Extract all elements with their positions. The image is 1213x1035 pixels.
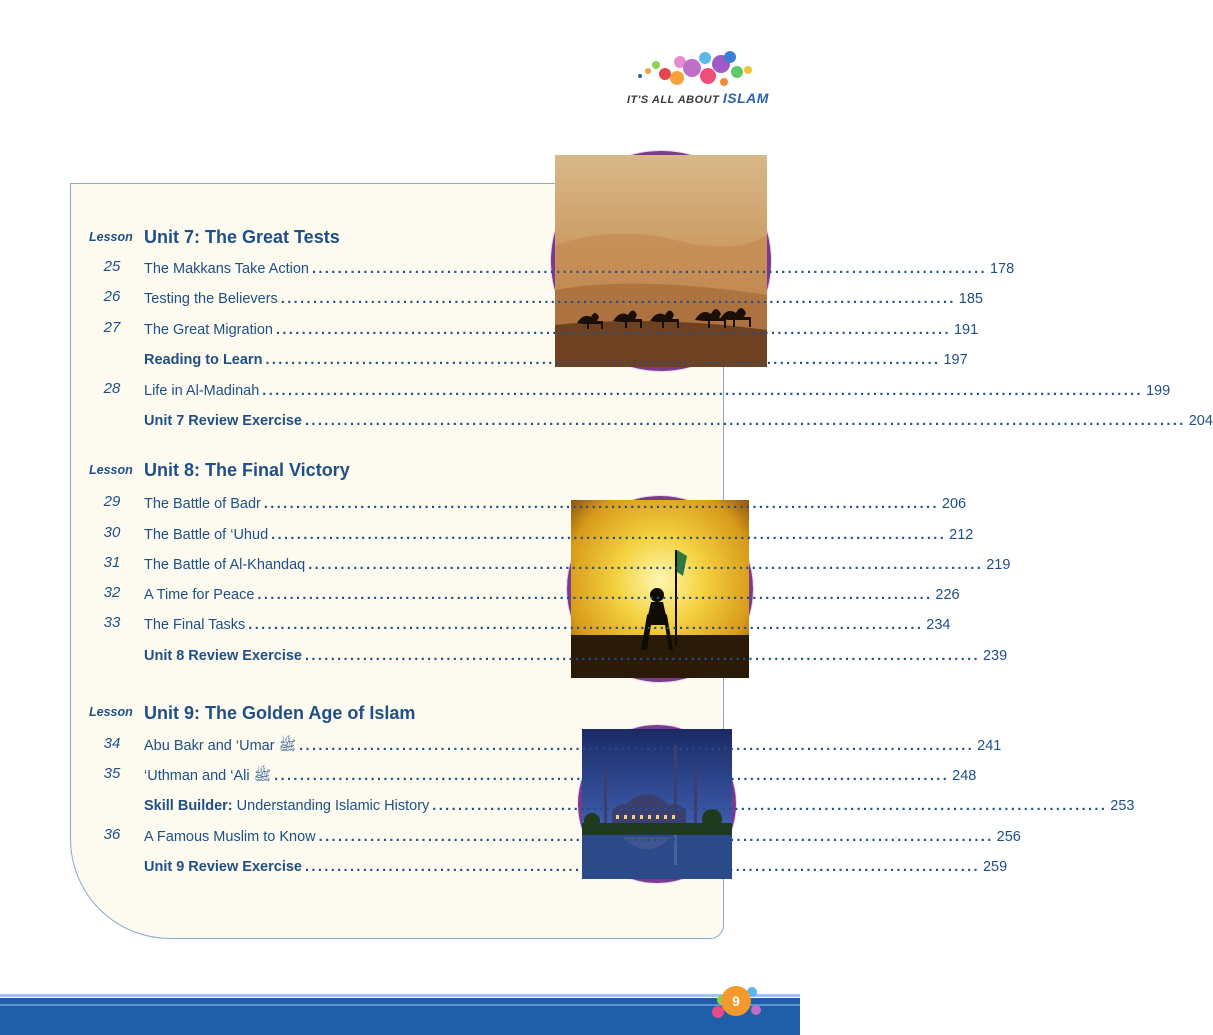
dot-leader: ......................................................................................................... xyxy=(432,798,1108,814)
footer-stripe xyxy=(0,994,800,997)
lesson-number: 34 xyxy=(103,735,121,752)
lesson-label: Lesson xyxy=(89,230,133,244)
lesson-number: 26 xyxy=(103,288,121,305)
entry-title: Unit 7 Review Exercise xyxy=(144,413,302,429)
toc-entry[interactable] xyxy=(144,410,1213,432)
entry-title: The Makkans Take Action xyxy=(144,261,309,277)
entry-page: 178 xyxy=(989,261,1015,277)
entry-title: Unit 9 Review Exercise xyxy=(144,859,302,875)
entry-title xyxy=(144,795,429,817)
series-logo xyxy=(620,46,770,116)
entry-page: 241 xyxy=(977,738,1002,754)
entry-title: Testing the Believers xyxy=(144,291,278,307)
dot-leader: ......................................................................................................... xyxy=(299,738,975,754)
lesson-number: 33 xyxy=(103,614,121,631)
dot-leader: ......................................................................................................................................... xyxy=(262,383,1143,399)
toc-entry[interactable] xyxy=(144,349,968,371)
dot-leader: ......................................................................................................... xyxy=(271,527,947,543)
toc-entry[interactable] xyxy=(144,645,1008,667)
dot-leader: ......................................................................................................... xyxy=(311,261,987,277)
toc-entry[interactable] xyxy=(144,524,974,546)
dot-leader: ......................................................................................................... xyxy=(265,352,941,368)
entry-page: 191 xyxy=(953,322,979,338)
page-number: 9 xyxy=(732,993,740,1009)
entry-page: 256 xyxy=(996,829,1021,845)
lesson-number: 31 xyxy=(103,554,121,571)
entry-page: 212 xyxy=(949,527,974,543)
unit-title: Unit 9: The Golden Age of Islam xyxy=(144,703,416,723)
toc-entry[interactable] xyxy=(144,258,1015,280)
entry-page: 239 xyxy=(982,648,1008,664)
entry-page: 199 xyxy=(1145,383,1171,399)
toc-entry[interactable] xyxy=(144,735,1002,757)
entry-page: 204 xyxy=(1188,413,1213,429)
toc-entry[interactable] xyxy=(144,795,1135,817)
entry-title: Abu Bakr and ‘Umar ﷺ xyxy=(144,738,297,754)
toc-entry[interactable] xyxy=(144,319,979,341)
entry-title: The Great Migration xyxy=(144,322,273,338)
lesson-number: 35 xyxy=(103,765,121,782)
entry-title: ‘Uthman and ‘Ali ﷺ xyxy=(144,768,272,784)
lesson-label: Lesson xyxy=(89,463,133,477)
toc-entry[interactable] xyxy=(144,765,977,787)
toc-entry[interactable] xyxy=(144,826,1021,848)
entry-page: 253 xyxy=(1110,798,1135,814)
toc-entry[interactable] xyxy=(144,493,967,515)
entry-page: 197 xyxy=(943,352,968,368)
entry-title: Reading to Learn xyxy=(144,352,263,368)
entry-title: Life in Al-Madinah xyxy=(144,383,260,399)
dot-leader: ......................................................................................................... xyxy=(263,496,939,512)
entry-title: The Battle of ‘Uhud xyxy=(144,527,269,543)
dot-leader: ......................................................................................................... xyxy=(308,557,984,573)
colorful-dots-icon xyxy=(620,46,770,96)
logo-text: IT'S ALL ABOUT ISLAM xyxy=(627,90,769,106)
dot-leader: ......................................................................................................... xyxy=(304,859,980,875)
lesson-label: Lesson xyxy=(89,705,133,719)
dot-leader: ......................................................................................................... xyxy=(318,829,994,845)
lesson-number: 28 xyxy=(103,380,121,397)
toc-entry[interactable] xyxy=(144,288,983,310)
entry-title: A Time for Peace xyxy=(144,587,255,603)
dot-leader: ......................................................................................................... xyxy=(304,648,980,664)
entry-page: 234 xyxy=(926,617,951,633)
toc-entry[interactable] xyxy=(144,380,1171,402)
lesson-number: 32 xyxy=(103,584,121,601)
lesson-number: 36 xyxy=(103,826,121,843)
entry-title-bold: Skill Builder: xyxy=(144,798,233,814)
entry-page: 206 xyxy=(941,496,967,512)
lesson-number: 25 xyxy=(103,258,121,275)
toc-entry[interactable] xyxy=(144,856,1008,878)
toc-entry[interactable] xyxy=(144,554,1011,576)
entry-title: The Battle of Badr xyxy=(144,496,261,512)
dot-leader: ......................................................................................................... xyxy=(280,291,956,307)
lesson-number: 29 xyxy=(103,493,121,510)
dot-leader: ......................................................................................................... xyxy=(275,322,951,338)
entry-page: 219 xyxy=(986,557,1011,573)
entry-title: A Famous Muslim to Know xyxy=(144,829,316,845)
footer-stripe xyxy=(0,1004,800,1006)
unit-title: Unit 8: The Final Victory xyxy=(144,460,350,480)
dot-leader: ......................................................................................................................................... xyxy=(304,413,1186,429)
entry-title: The Final Tasks xyxy=(144,617,246,633)
dot-leader: ......................................................................................................... xyxy=(248,617,924,633)
toc-entry[interactable] xyxy=(144,584,960,606)
entry-title: The Battle of Al-Khandaq xyxy=(144,557,306,573)
entry-page: 226 xyxy=(935,587,960,603)
lesson-number: 27 xyxy=(103,319,121,336)
dot-leader: ......................................................................................................... xyxy=(257,587,933,603)
entry-page: 185 xyxy=(958,291,983,307)
entry-title-rest: Understanding Islamic History xyxy=(236,798,430,814)
entry-page: 259 xyxy=(982,859,1008,875)
dot-leader: ......................................................................................................... xyxy=(274,768,950,784)
toc-entry[interactable] xyxy=(144,614,951,636)
unit-title: Unit 7: The Great Tests xyxy=(144,227,340,247)
entry-page: 248 xyxy=(952,768,977,784)
lesson-number: 30 xyxy=(103,524,121,541)
entry-title: Unit 8 Review Exercise xyxy=(144,648,302,664)
